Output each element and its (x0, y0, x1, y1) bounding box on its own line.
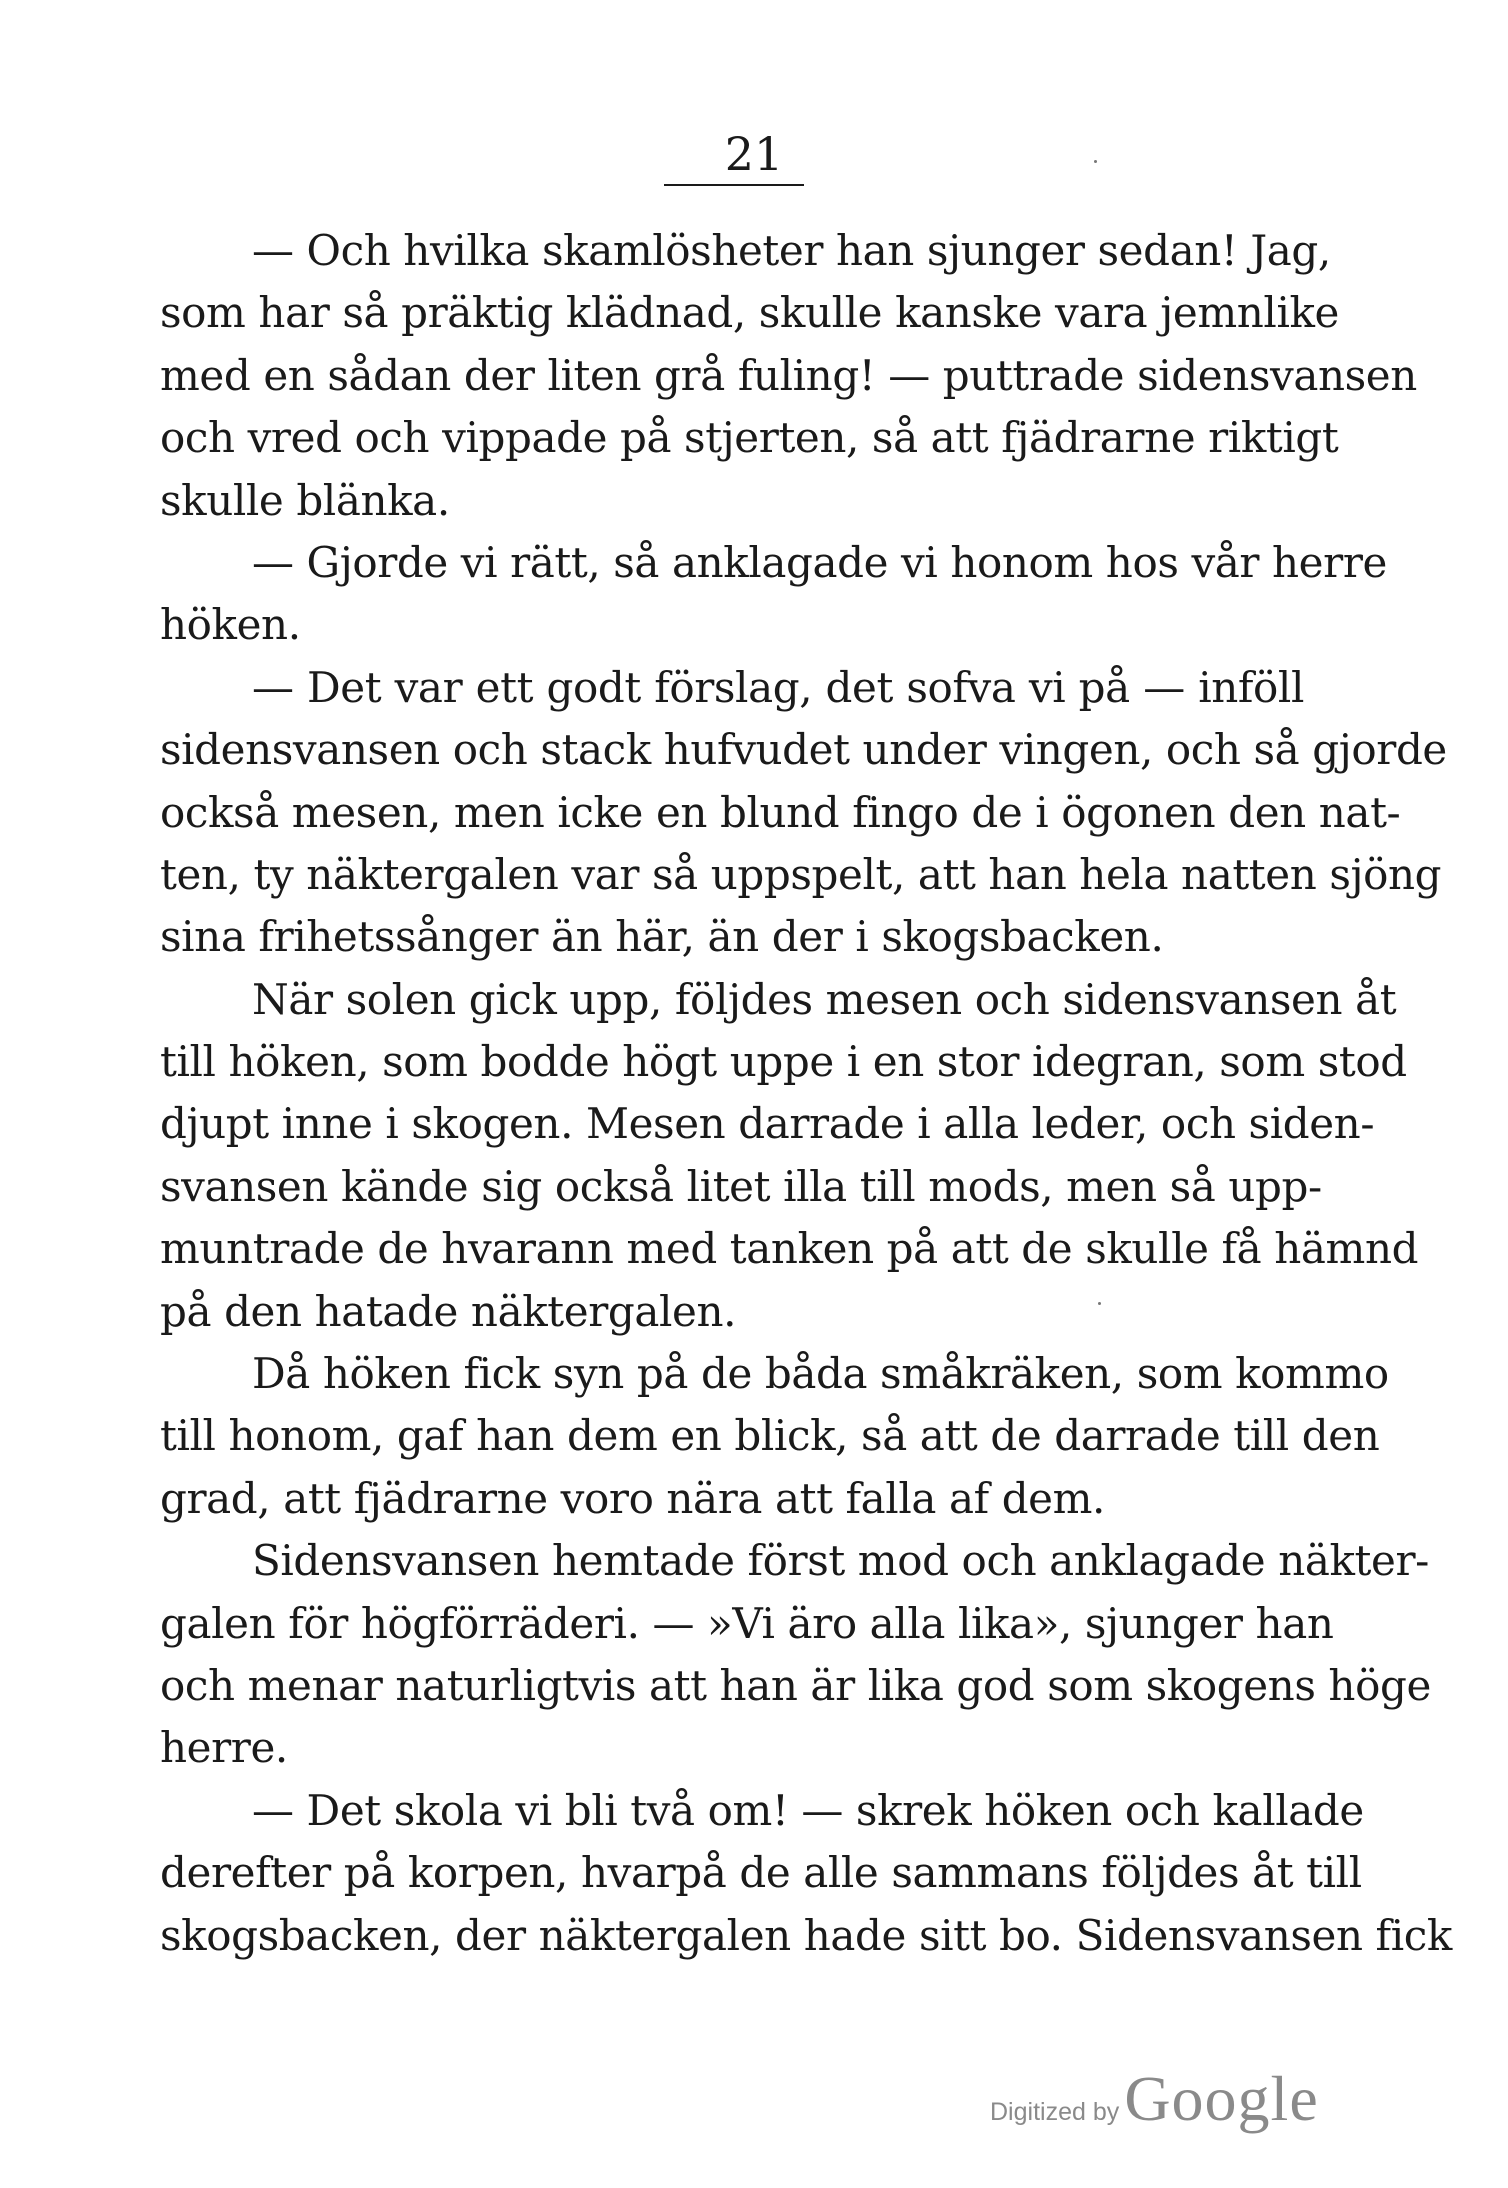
text-line: grad, att fjädrarne voro nära att falla af dem. (160, 1473, 1106, 1523)
text-line: med en sådan der liten grå fuling! — puttrade sidensvansen (160, 350, 1417, 400)
text-line: — Och hvilka skamlösheter han sjunger sedan! Jag, (252, 226, 1331, 275)
scan-speck (1094, 160, 1097, 163)
text-line: till höken, som bodde högt uppe i en stor idegran, som stod (160, 1037, 1407, 1087)
text-line: När solen gick upp, följdes mesen och sidensvansen åt (252, 974, 1397, 1024)
text-line: till honom, gaf han dem en blick, så att de darrade till den (160, 1411, 1380, 1461)
text-line: Då höken fick syn på de båda småkräken, som kommo (252, 1349, 1389, 1399)
text-line: Sidensvansen hemtade först mod och anklagade näkter- (252, 1536, 1429, 1586)
text-line: som har så präktig klädnad, skulle kanske vara jemnlike (160, 288, 1339, 338)
text-line: ten, ty näktergalen var så uppspelt, att han hela natten sjöng (160, 849, 1442, 899)
text-line: herre. (160, 1723, 288, 1773)
text-line: sidensvansen och stack hufvudet under vingen, och så gjorde (160, 725, 1447, 775)
text-line: djupt inne i skogen. Mesen darrade i alla leder, och siden- (160, 1099, 1375, 1149)
google-watermark (990, 2062, 1330, 2142)
text-line: skulle blänka. (160, 475, 450, 525)
watermark-prefix: Digitized by (990, 2098, 1120, 2126)
scan-speck (1098, 1302, 1101, 1305)
google-logo: Google (1124, 2063, 1319, 2134)
text-line: galen för högförräderi. — »Vi äro alla lika», sjunger han (160, 1598, 1334, 1648)
page-number: 21 (724, 127, 784, 181)
text-line: skogsbacken, der näktergalen hade sitt bo. Sidensvansen fick (160, 1910, 1452, 1960)
text-line: svansen kände sig också litet illa till mods, men så upp- (160, 1161, 1322, 1211)
text-line: sina frihetssånger än här, än der i skogsbacken. (160, 912, 1164, 962)
body-text (160, 220, 1452, 1967)
text-line: — Det var ett godt förslag, det sofva vi på — inföll (252, 662, 1304, 712)
text-line: derefter på korpen, hvarpå de alle sammans följdes åt till (160, 1848, 1362, 1898)
text-line: också mesen, men icke en blund fingo de i ögonen den nat- (160, 787, 1401, 837)
text-line: — Gjorde vi rätt, så anklagade vi honom hos vår herre (252, 537, 1387, 587)
page-number-rule (664, 184, 804, 186)
text-line: — Det skola vi bli två om! — skrek höken och kallade (252, 1785, 1364, 1835)
text-line: höken. (160, 600, 301, 650)
text-line: och menar naturligtvis att han är lika god som skogens höge (160, 1660, 1431, 1710)
text-line: och vred och vippade på stjerten, så att fjädrarne riktigt (160, 413, 1339, 463)
text-line: muntrade de hvarann med tanken på att de skulle få hämnd (160, 1224, 1419, 1274)
text-line: på den hatade näktergalen. (160, 1286, 737, 1336)
